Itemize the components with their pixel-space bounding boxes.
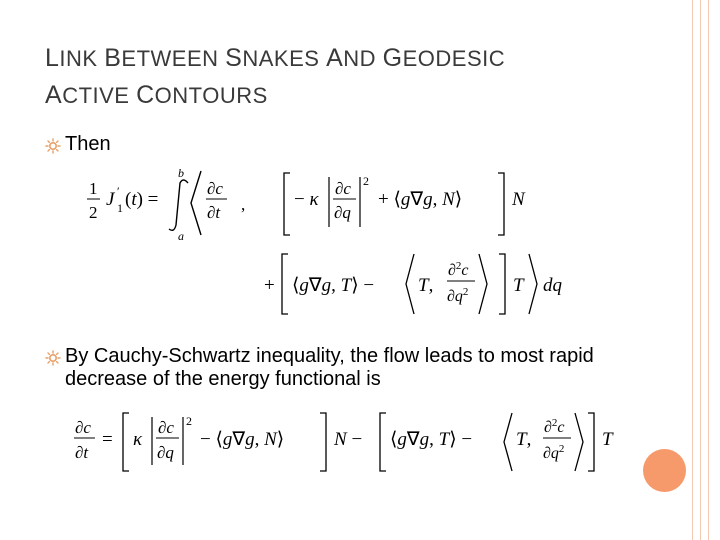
svg-text:∂2c: ∂$^2$c <box>448 260 469 279</box>
svg-text:∂t: ∂t <box>75 443 89 462</box>
svg-text:b: b <box>178 166 184 180</box>
svg-text:=: = <box>102 429 113 450</box>
svg-text:∂c: ∂c <box>158 418 174 437</box>
orange-circle-decoration <box>643 449 686 492</box>
svg-text:a: a <box>178 229 184 243</box>
svg-text:1: 1 <box>117 201 123 215</box>
svg-text:T: T <box>513 275 524 296</box>
svg-text:⟨g∇g, T⟩ −: ⟨g∇g, T⟩ − <box>390 429 473 450</box>
equation-2 <box>72 405 632 477</box>
title-line-2-text: ACTIVE CONTOURS <box>45 81 268 109</box>
svg-text:T: T <box>602 429 613 450</box>
svg-text:2: 2 <box>186 414 192 428</box>
svg-text:T,: T, <box>418 275 434 296</box>
svg-text:N: N <box>512 189 525 210</box>
svg-text:T,: T, <box>516 429 532 450</box>
equation-1-line-1 <box>84 165 554 245</box>
svg-text:∂q2: $\partial q^2$ <box>447 286 469 305</box>
title-line-2 <box>45 77 605 114</box>
svg-text:+ ⟨g∇g, N⟩: + ⟨g∇g, N⟩ <box>378 189 463 210</box>
svg-text:∂q: ∂q <box>157 443 174 462</box>
title-line-1 <box>45 40 605 77</box>
svg-text:− κ: − κ <box>294 189 319 210</box>
svg-text:dq: dq <box>543 275 562 296</box>
svg-text:∂c: ∂c <box>207 179 223 198</box>
svg-text:2: 2 <box>363 174 369 188</box>
bullet-2 <box>45 345 645 397</box>
bullet-1 <box>45 133 645 159</box>
svg-text:∂q2: $\partial q^2$ <box>543 443 565 462</box>
svg-text:1: 1 <box>89 179 98 198</box>
border-line-3 <box>708 0 709 540</box>
sun-bullet-icon <box>45 347 65 367</box>
svg-text:− ⟨g∇g, N⟩: − ⟨g∇g, N⟩ <box>200 429 285 450</box>
svg-text:∂2c: ∂$^2$c <box>544 417 565 436</box>
slide-title <box>45 40 605 114</box>
svg-text:,: , <box>241 195 246 214</box>
svg-text:κ: κ <box>133 429 143 450</box>
svg-text:∂t: ∂t <box>207 203 221 222</box>
svg-text:(t) =: (t) = <box>125 189 159 210</box>
bullet-2-text: By Cauchy-Schwartz inequality, the flow leads to most rapid decrease of the energy functional is <box>65 345 594 390</box>
title-line-1-text: LINK BETWEEN SNAKES AND GEODESIC <box>45 44 506 72</box>
svg-text:⟨g∇g, T⟩ −: ⟨g∇g, T⟩ − <box>292 275 375 296</box>
svg-text:N −: N − <box>334 429 363 450</box>
border-line-2 <box>700 0 701 540</box>
svg-text:+: + <box>264 275 275 296</box>
equation-1-line-2 <box>262 248 592 320</box>
sun-bullet-icon <box>45 135 65 155</box>
svg-text:∂c: ∂c <box>335 179 351 198</box>
svg-text:′: ′ <box>117 184 120 198</box>
svg-text:J: J <box>106 189 115 210</box>
bullet-1-text: Then <box>65 133 111 155</box>
svg-text:∂c: ∂c <box>75 418 91 437</box>
svg-text:∂q: ∂q <box>334 203 351 222</box>
border-line-1 <box>692 0 693 540</box>
svg-text:2: 2 <box>89 203 98 222</box>
